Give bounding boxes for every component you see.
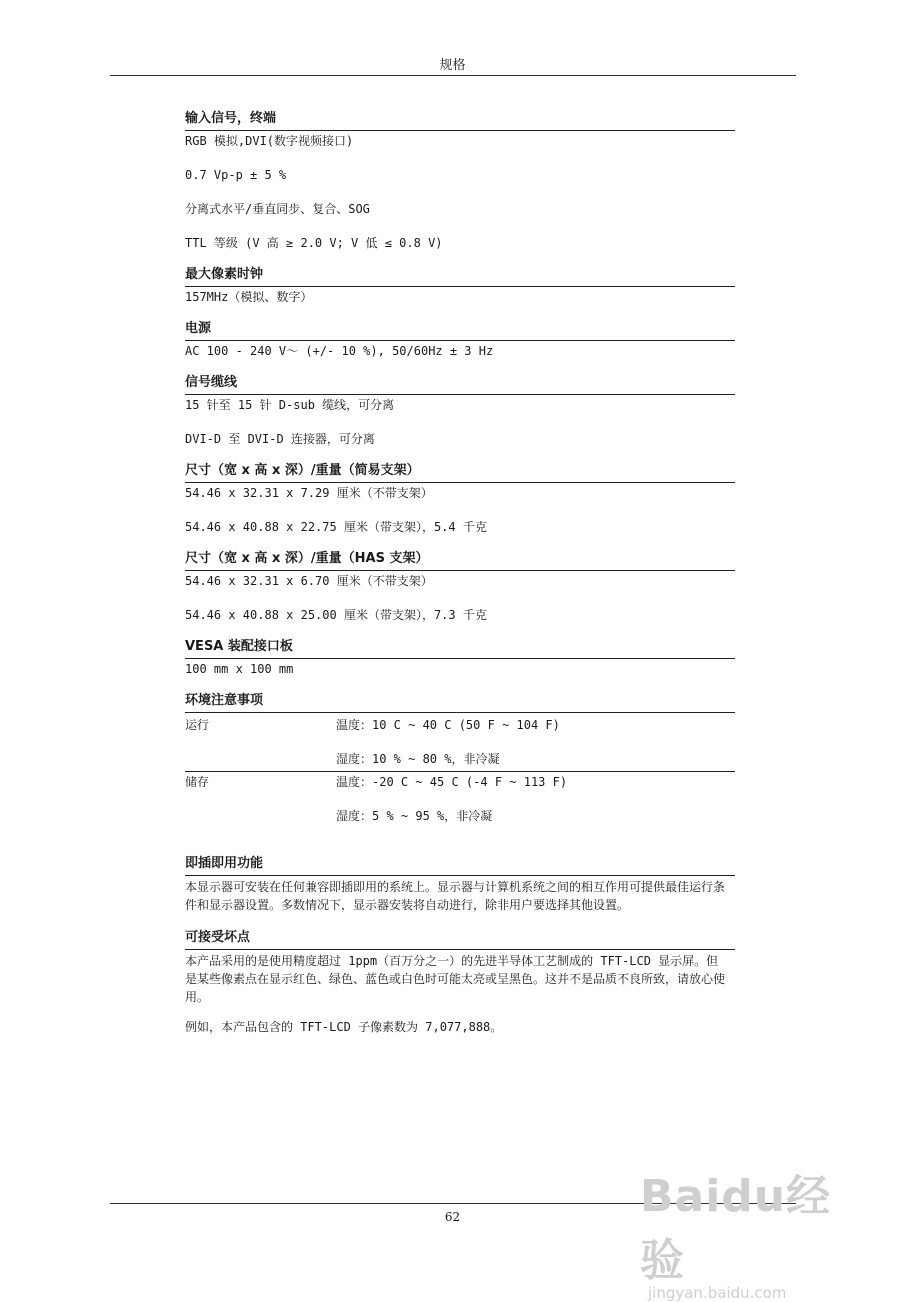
spec-line: DVI-D 至 DVI-D 连接器，可分离 xyxy=(185,432,375,446)
spec-line: 54.46 x 40.88 x 25.00 厘米（带支架），7.3 千克 xyxy=(185,608,487,622)
section-signal-cable xyxy=(185,374,735,447)
spec-line: 分离式水平/垂直同步、复合、SOG xyxy=(185,202,370,216)
env-temperature: 温度：-20 C ~ 45 C (-4 F ~ 113 F) xyxy=(336,775,568,789)
page-number: 62 xyxy=(444,1210,461,1224)
section-vesa-mount xyxy=(185,638,735,677)
paragraph: 例如，本产品包含的 TFT-LCD 子像素数为 7,077,888。 xyxy=(185,1020,503,1034)
spec-line: AC 100 - 240 V～ (+/- 10 %), 50/60Hz ± 3 Hz xyxy=(185,344,494,358)
section-acceptable-dots xyxy=(185,929,735,1036)
baidu-watermark xyxy=(640,1160,860,1302)
section-title: 可接受坏点 xyxy=(185,929,735,950)
section-power xyxy=(185,320,735,359)
section-title: 电源 xyxy=(185,320,735,341)
section-title: 信号缆线 xyxy=(185,374,735,395)
watermark-url: jingyan.baidu.com xyxy=(648,1284,787,1302)
paragraph: 本产品采用的是使用精度超过 1ppm（百万分之一）的先进半导体工艺制成的 TFT-LCD 显示屏。但是某些像素点在显示红色、绿色、蓝色或白色时可能太亮或呈黑色。这并不是品质不良所致，请放心使用。 xyxy=(185,954,726,1004)
spec-line: 0.7 Vp-p ± 5 % xyxy=(185,168,287,182)
section-title: 最大像素时钟 xyxy=(185,266,735,287)
env-row-operating xyxy=(185,715,735,771)
spec-line: 157MHz（模拟、数字） xyxy=(185,290,313,304)
section-title: 尺寸（宽 x 高 x 深）/重量（简易支架） xyxy=(185,462,735,483)
paragraph: 本显示器可安装在任何兼容即插即用的系统上。显示器与计算机系统之间的相互作用可提供最佳运行条件和显示器设置。多数情况下，显示器安装将自动进行，除非用户要选择其他设置。 xyxy=(185,880,726,912)
section-title: 尺寸（宽 x 高 x 深）/重量（HAS 支架） xyxy=(185,550,735,571)
env-label: 储存 xyxy=(185,775,210,789)
env-humidity: 湿度：10 % ~ 80 %，非冷凝 xyxy=(336,752,500,766)
spec-line: 100 mm x 100 mm xyxy=(185,662,294,676)
page-header-title: 规格 xyxy=(439,58,466,73)
spec-content xyxy=(185,110,735,1051)
watermark-logo: Baidu经验 xyxy=(640,1171,832,1286)
section-title: 即插即用功能 xyxy=(185,855,735,876)
section-input-signal xyxy=(185,110,735,251)
env-label: 运行 xyxy=(185,718,210,732)
spec-line: 54.46 x 32.31 x 6.70 厘米（不带支架） xyxy=(185,574,433,588)
section-title: 输入信号，终端 xyxy=(185,110,735,131)
section-max-pixel-clock xyxy=(185,266,735,305)
section-environment xyxy=(185,692,735,840)
env-temperature: 温度：10 C ~ 40 C (50 F ~ 104 F) xyxy=(336,718,560,732)
section-dimensions-has-stand xyxy=(185,550,735,623)
spec-line: 54.46 x 32.31 x 7.29 厘米（不带支架） xyxy=(185,486,433,500)
section-title: VESA 装配接口板 xyxy=(185,638,735,659)
env-row-storage xyxy=(185,771,735,840)
header-divider xyxy=(110,75,796,76)
spec-line: 54.46 x 40.88 x 22.75 厘米（带支架），5.4 千克 xyxy=(185,520,487,534)
spec-line: TTL 等级 (V 高 ≥ 2.0 V; V 低 ≤ 0.8 V) xyxy=(185,236,443,250)
spec-line: RGB 模拟,DVI(数字视频接口) xyxy=(185,134,354,148)
section-title: 环境注意事项 xyxy=(185,692,735,713)
section-dimensions-simple-stand xyxy=(185,462,735,535)
spec-line: 15 针至 15 针 D-sub 缆线，可分离 xyxy=(185,398,395,412)
env-humidity: 湿度：5 % ~ 95 %，非冷凝 xyxy=(336,809,493,823)
section-plug-and-play xyxy=(185,855,735,914)
